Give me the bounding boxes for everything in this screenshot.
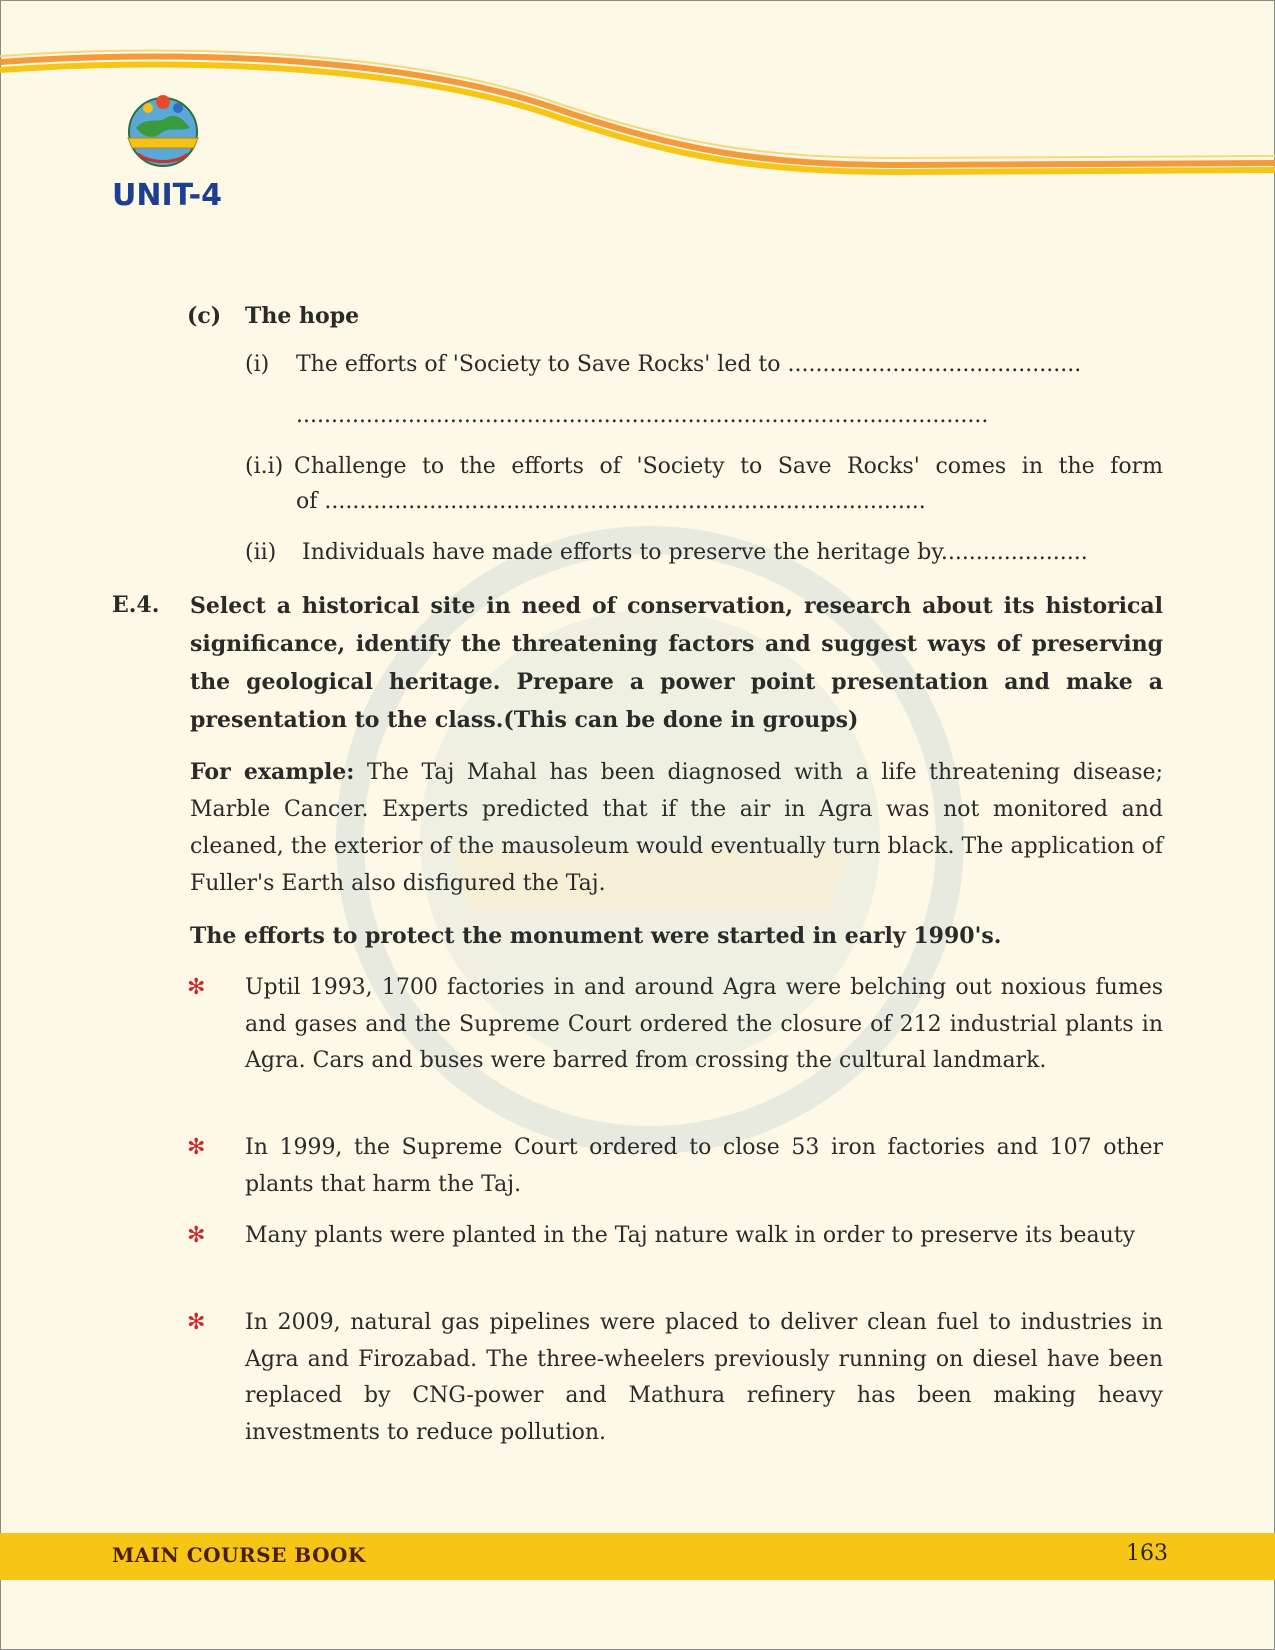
example-text: The Taj Mahal has been diagnosed with a life threatening disease; Marble Cancer. Experts predicted that if the air in Agra was not monitored and cleaned, the exterior of the mausoleum would eventually turn black. The application of Fuller's Earth also disfigured the Taj. [190,760,1163,896]
item-number: (i) [245,352,270,377]
example-paragraph [190,754,1163,902]
bullet-star-icon: ✻ [187,975,206,1000]
bullet-star-icon: ✻ [187,1310,206,1335]
bullet-star-icon: ✻ [187,1135,206,1160]
item-text: Challenge to the efforts of 'Society to Save Rocks' comes in the form [294,454,1163,479]
item-number: (i.i) [245,454,284,479]
school-logo-emblem [118,88,208,178]
footer-book-title: MAIN COURSE BOOK [112,1543,366,1567]
footer-band [0,1533,1275,1580]
section-c-label: (c) [187,303,222,329]
exercise-label: E.4. [112,592,160,618]
section-c-title: The hope [245,303,360,329]
item-number: (ii) [245,540,277,565]
page-number: 163 [1126,1541,1168,1566]
bullet-text: Many plants were planted in the Taj nature walk in order to preserve its beauty [245,1223,1136,1248]
bullet-text: In 2009, natural gas pipelines were placed to deliver clean fuel to industries in Agra and Firozabad. The three-wheelers previously running on diesel have been replaced by CNG-power and Mathura refinery has been making heavy investments to reduce pollution. [245,1310,1205,1445]
bullet-star-icon: ✻ [187,1223,206,1248]
bullet-text: In 1999, the Supreme Court ordered to close 53 iron factories and 107 other plants that harm the Taj. [245,1135,1163,1197]
item-text: Individuals have made efforts to preserve the heritage by..................... [302,540,1088,565]
efforts-heading: The efforts to protect the monument were started in early 1990's. [190,923,1002,949]
item-answer-line: ................................................................................................... [296,403,989,428]
exercise-instruction: Select a historical site in need of conservation, research about its historical significance, identify the threatening factors and suggest ways of preserving the geological heritage. Prepare a power point presentation and make a presentation to the class.(This can be done in groups) [190,593,1163,733]
item-answer-line: of ...................................................................................... [296,489,926,514]
item-text: The efforts of 'Society to Save Rocks' led to .......................................... [296,352,1082,377]
example-lead: For example: [190,759,355,785]
bullet-text: Uptil 1993, 1700 factories in and around Agra were belching out noxious fumes and gases and the Supreme Court ordered the closure of 212 industrial plants in Agra. Cars and buses were barred from crossing the cultural landmark. [245,975,1163,1073]
unit-title: UNIT-4 [112,178,223,213]
